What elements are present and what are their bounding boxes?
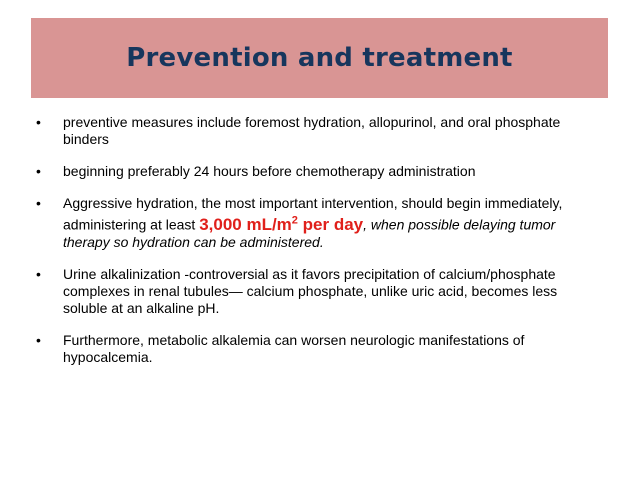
- title-bar: [31, 18, 608, 98]
- bullet-item: [36, 266, 601, 317]
- bullet-text: Urine alkalinization -controversial as it favors precipitation of calcium/phosphate complexes in renal tubules— calcium phosphate, unlike uric acid, becomes less soluble at an alkaline pH.: [63, 265, 558, 316]
- bullet-icon: •: [36, 114, 41, 130]
- bullet-item: [36, 114, 601, 148]
- bullet-text: beginning preferably 24 hours before chemotherapy administration: [63, 163, 476, 179]
- bullet-icon: •: [36, 163, 41, 179]
- bullet-icon: •: [36, 331, 41, 348]
- bullet-item: [36, 163, 601, 180]
- dose-rate: per day: [297, 214, 364, 234]
- bullet-text: Aggressive hydration, the most important intervention, should begin immediately, administering at least: [63, 195, 563, 233]
- dose-superscript: 2: [291, 214, 298, 226]
- bullet-italic-text: , when possible delaying tumor therapy so hydration can be administered.: [63, 216, 556, 250]
- bullet-text: Furthermore, metabolic alkalemia can worsen neurologic manifestations of hypocalcemia.: [63, 331, 525, 365]
- bullet-icon: •: [36, 195, 41, 211]
- bullet-item: [36, 195, 601, 251]
- bullet-item: [36, 332, 601, 366]
- dose-value: 3,000 mL/m: [199, 214, 292, 234]
- slide-title: Prevention and treatment: [126, 43, 513, 73]
- bullet-text: preventive measures include foremost hydration, allopurinol, and oral phosphate binders: [63, 114, 561, 147]
- bullet-list: [36, 114, 601, 381]
- dose-highlight: [199, 215, 363, 234]
- bullet-icon: •: [36, 265, 41, 282]
